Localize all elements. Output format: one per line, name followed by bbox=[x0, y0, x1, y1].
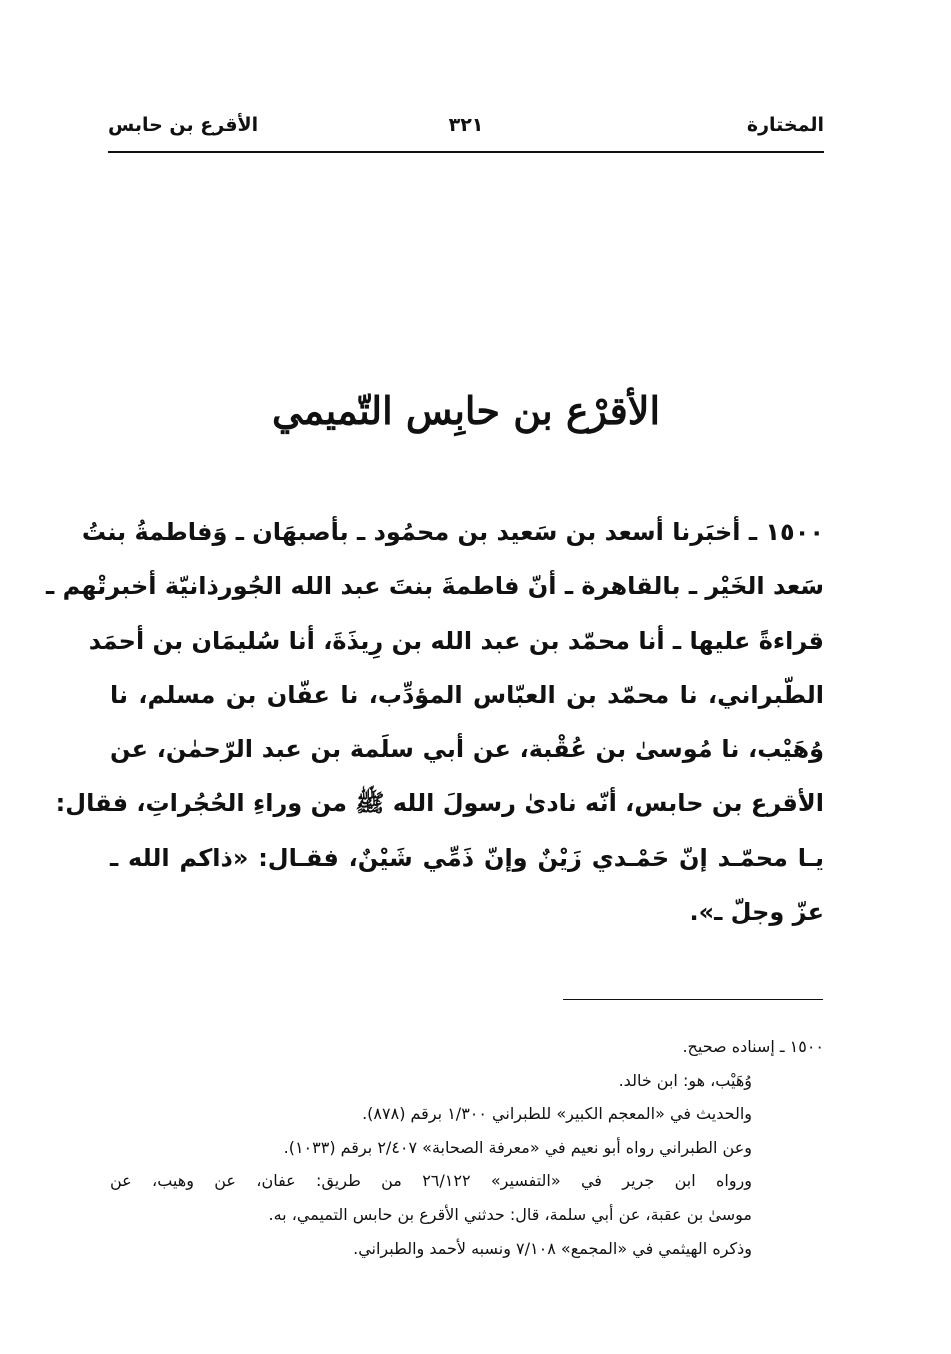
page-number: ٣٢١ bbox=[448, 114, 484, 136]
hadith-line: يـا محمّـد إنّ حَمْـدي زَيْنٌ وإنّ ذَمِّي شَيْنٌ، فقـال: «ذاكم الله ـ bbox=[110, 843, 824, 872]
footnote-line: موسىٰ بن عقبة، عن أبي سلمة، قال: حدثني الأقرع بن حابس التميمي، به. bbox=[268, 1204, 752, 1224]
hadith-line: قراءةً عليها ـ أنا محمّد بن عبد الله بن رِيذَةَ، أنا سُليمَان بن أحمَد bbox=[88, 626, 824, 655]
footnote-line: ١٥٠٠ ـ إسناده صحيح. bbox=[682, 1037, 824, 1056]
footnote-line: وُهَيْب، هو: ابن خالد. bbox=[618, 1070, 752, 1090]
footnote-line: وعن الطبراني رواه أبو نعيم في «معرفة الصحابة» ٢/٤٠٧ برقم (١٠٣٣). bbox=[283, 1137, 752, 1157]
hadith-line: وُهَيْب، نا مُوسىٰ بن عُقْبة، عن أبي سلَمة بن عبد الرّحمٰن، عن bbox=[110, 735, 824, 764]
footnote-line: والحديث في «المعجم الكبير» للطبراني ١/٣٠٠ برقم (٨٧٨). bbox=[362, 1104, 752, 1124]
hadith-line: ١٥٠٠ ـ أخبَرنا أسعد بن سَعيد بن محمُود ـ بأصبهَان ـ وَفاطمةُ بنتُ bbox=[81, 518, 824, 546]
section-title: الأقرْع بن حابِس التّميمي bbox=[272, 388, 660, 433]
header-chapter-title: الأقرع بن حابس bbox=[108, 114, 259, 136]
running-header bbox=[108, 114, 824, 144]
hadith-line: الطّبراني، نا محمّد بن العبّاس المؤدِّب، نا عفّان بن مسلم، نا bbox=[110, 680, 824, 709]
hadith-line: سَعد الخَيْر ـ بالقاهرة ـ أنّ فاطمةَ بنتَ عبد الله الجُورذانيّة أخبرتْهم ـ bbox=[46, 572, 824, 601]
header-rule bbox=[108, 151, 824, 153]
hadith-text bbox=[46, 505, 824, 939]
hadith-line: عزّ وجلّ ـ». bbox=[689, 898, 824, 927]
footnote-line: ورواه ابن جرير في «التفسير» ٢٦/١٢٢ من طريق: عفان، عن وهيب، عن bbox=[110, 1171, 753, 1191]
hadith-line: الأقرع بن حابس، أنّه نادىٰ رسولَ الله ﷺ من وراءِ الحُجُراتِ، فقال: bbox=[55, 789, 824, 818]
header-book-title: المختارة bbox=[746, 114, 824, 136]
footnote-line: وذكره الهيثمي في «المجمع» ٧/١٠٨ ونسبه لأحمد والطبراني. bbox=[353, 1238, 752, 1258]
footnotes bbox=[110, 1030, 824, 1265]
footnote-rule bbox=[563, 999, 823, 1000]
